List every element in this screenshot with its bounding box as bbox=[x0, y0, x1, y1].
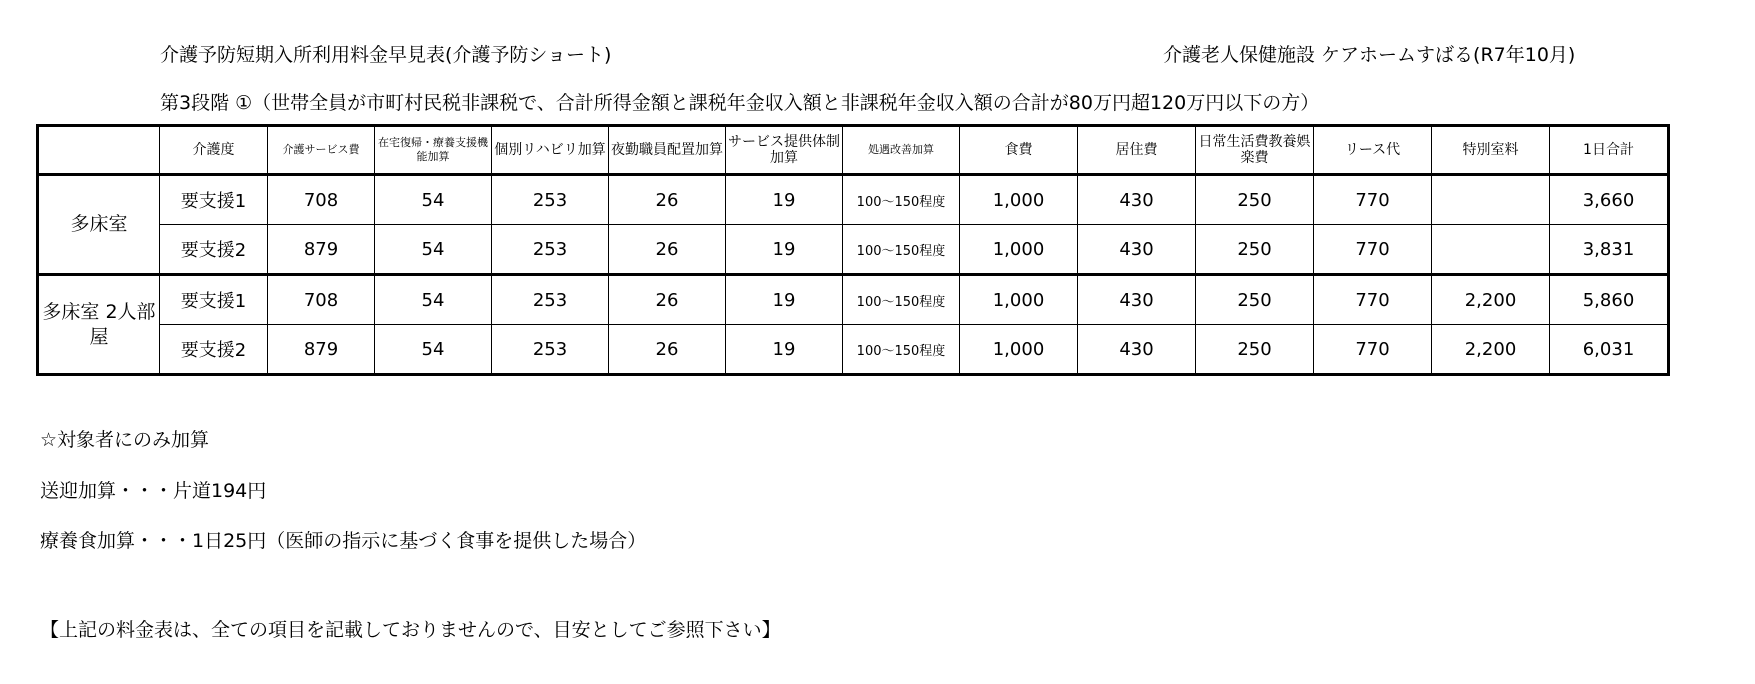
notes-heading: ☆対象者にのみ加算 bbox=[40, 429, 210, 451]
fee-cell: 54 bbox=[375, 175, 492, 225]
care-level-cell: 要支援2 bbox=[160, 325, 268, 375]
table-row bbox=[38, 275, 1669, 325]
fee-cell: 253 bbox=[492, 175, 609, 225]
header-lease-fee: リース代 bbox=[1314, 126, 1432, 175]
fee-cell: 100～150程度 bbox=[843, 175, 960, 225]
fee-cell: 430 bbox=[1078, 275, 1196, 325]
fee-cell: 26 bbox=[609, 225, 726, 275]
transport-addition-note: 送迎加算・・・片道194円 bbox=[40, 480, 267, 502]
fee-cell: 708 bbox=[268, 175, 375, 225]
fee-cell: 250 bbox=[1196, 225, 1314, 275]
header-special-room-fee: 特別室料 bbox=[1432, 126, 1550, 175]
fee-cell: 2,200 bbox=[1432, 325, 1550, 375]
page-title: 介護予防短期入所利用料金早見表(介護予防ショート) bbox=[160, 44, 612, 66]
fee-cell: 100～150程度 bbox=[843, 275, 960, 325]
fee-cell: 430 bbox=[1078, 325, 1196, 375]
fee-cell: 3,660 bbox=[1550, 175, 1669, 225]
table-row bbox=[38, 325, 1669, 375]
fee-cell: 19 bbox=[726, 275, 843, 325]
fee-table bbox=[36, 124, 1670, 376]
fee-cell: 2,200 bbox=[1432, 275, 1550, 325]
header-individual-rehab: 個別リハビリ加算 bbox=[492, 126, 609, 175]
fee-cell: 54 bbox=[375, 325, 492, 375]
header-treatment-improvement: 処遇改善加算 bbox=[843, 126, 960, 175]
table-row bbox=[38, 175, 1669, 225]
header-meal-cost: 食費 bbox=[960, 126, 1078, 175]
fee-cell: 54 bbox=[375, 225, 492, 275]
fee-cell: 1,000 bbox=[960, 175, 1078, 225]
fee-cell bbox=[1432, 225, 1550, 275]
header-daily-total: 1日合計 bbox=[1550, 126, 1669, 175]
fee-cell: 19 bbox=[726, 175, 843, 225]
facility-name: 介護老人保健施設 ケアホームすばる(R7年10月) bbox=[1163, 44, 1576, 66]
header-care-level: 介護度 bbox=[160, 126, 268, 175]
disclaimer-note: 【上記の料金表は、全ての項目を記載しておりませんので、目安としてご参照下さい】 bbox=[40, 619, 781, 641]
header-home-return-addition: 在宅復帰・療養支援機能加算 bbox=[375, 126, 492, 175]
fee-cell: 26 bbox=[609, 275, 726, 325]
header-service-system: サービス提供体制加算 bbox=[726, 126, 843, 175]
fee-cell: 1,000 bbox=[960, 225, 1078, 275]
fee-cell: 770 bbox=[1314, 175, 1432, 225]
fee-cell: 253 bbox=[492, 225, 609, 275]
table-row bbox=[38, 225, 1669, 275]
fee-cell: 100～150程度 bbox=[843, 325, 960, 375]
table-header-row bbox=[38, 126, 1669, 175]
fee-cell: 770 bbox=[1314, 275, 1432, 325]
fee-cell: 3,831 bbox=[1550, 225, 1669, 275]
fee-cell: 879 bbox=[268, 325, 375, 375]
header-residence-cost: 居住費 bbox=[1078, 126, 1196, 175]
care-level-cell: 要支援1 bbox=[160, 275, 268, 325]
fee-cell: 5,860 bbox=[1550, 275, 1669, 325]
fee-cell: 100～150程度 bbox=[843, 225, 960, 275]
header-room-type bbox=[38, 126, 160, 175]
fee-cell: 253 bbox=[492, 275, 609, 325]
fee-cell: 708 bbox=[268, 275, 375, 325]
fee-cell: 26 bbox=[609, 325, 726, 375]
fee-cell: 1,000 bbox=[960, 325, 1078, 375]
fee-cell: 1,000 bbox=[960, 275, 1078, 325]
fee-cell: 26 bbox=[609, 175, 726, 225]
income-bracket-subtitle: 第3段階 ①（世帯全員が市町村民税非課税で、合計所得金額と課税年金収入額と非課税年金収入額の合計が80万円超120万円以下の方） bbox=[160, 92, 1320, 114]
header-night-staff: 夜勤職員配置加算 bbox=[609, 126, 726, 175]
fee-cell: 54 bbox=[375, 275, 492, 325]
fee-cell: 770 bbox=[1314, 325, 1432, 375]
therapeutic-diet-note: 療養食加算・・・1日25円（医師の指示に基づく食事を提供した場合） bbox=[40, 530, 647, 552]
fee-cell: 250 bbox=[1196, 275, 1314, 325]
fee-cell: 430 bbox=[1078, 225, 1196, 275]
fee-cell bbox=[1432, 175, 1550, 225]
care-level-cell: 要支援1 bbox=[160, 175, 268, 225]
fee-cell: 879 bbox=[268, 225, 375, 275]
fee-cell: 430 bbox=[1078, 175, 1196, 225]
header-care-service-fee: 介護サービス費 bbox=[268, 126, 375, 175]
fee-cell: 19 bbox=[726, 325, 843, 375]
fee-cell: 253 bbox=[492, 325, 609, 375]
room-type-cell: 多床室 bbox=[38, 175, 160, 275]
care-level-cell: 要支援2 bbox=[160, 225, 268, 275]
fee-cell: 250 bbox=[1196, 325, 1314, 375]
fee-cell: 770 bbox=[1314, 225, 1432, 275]
fee-cell: 6,031 bbox=[1550, 325, 1669, 375]
fee-cell: 250 bbox=[1196, 175, 1314, 225]
header-daily-living-cost: 日常生活費教養娯楽費 bbox=[1196, 126, 1314, 175]
fee-cell: 19 bbox=[726, 225, 843, 275]
room-type-cell: 多床室 2人部屋 bbox=[38, 275, 160, 375]
